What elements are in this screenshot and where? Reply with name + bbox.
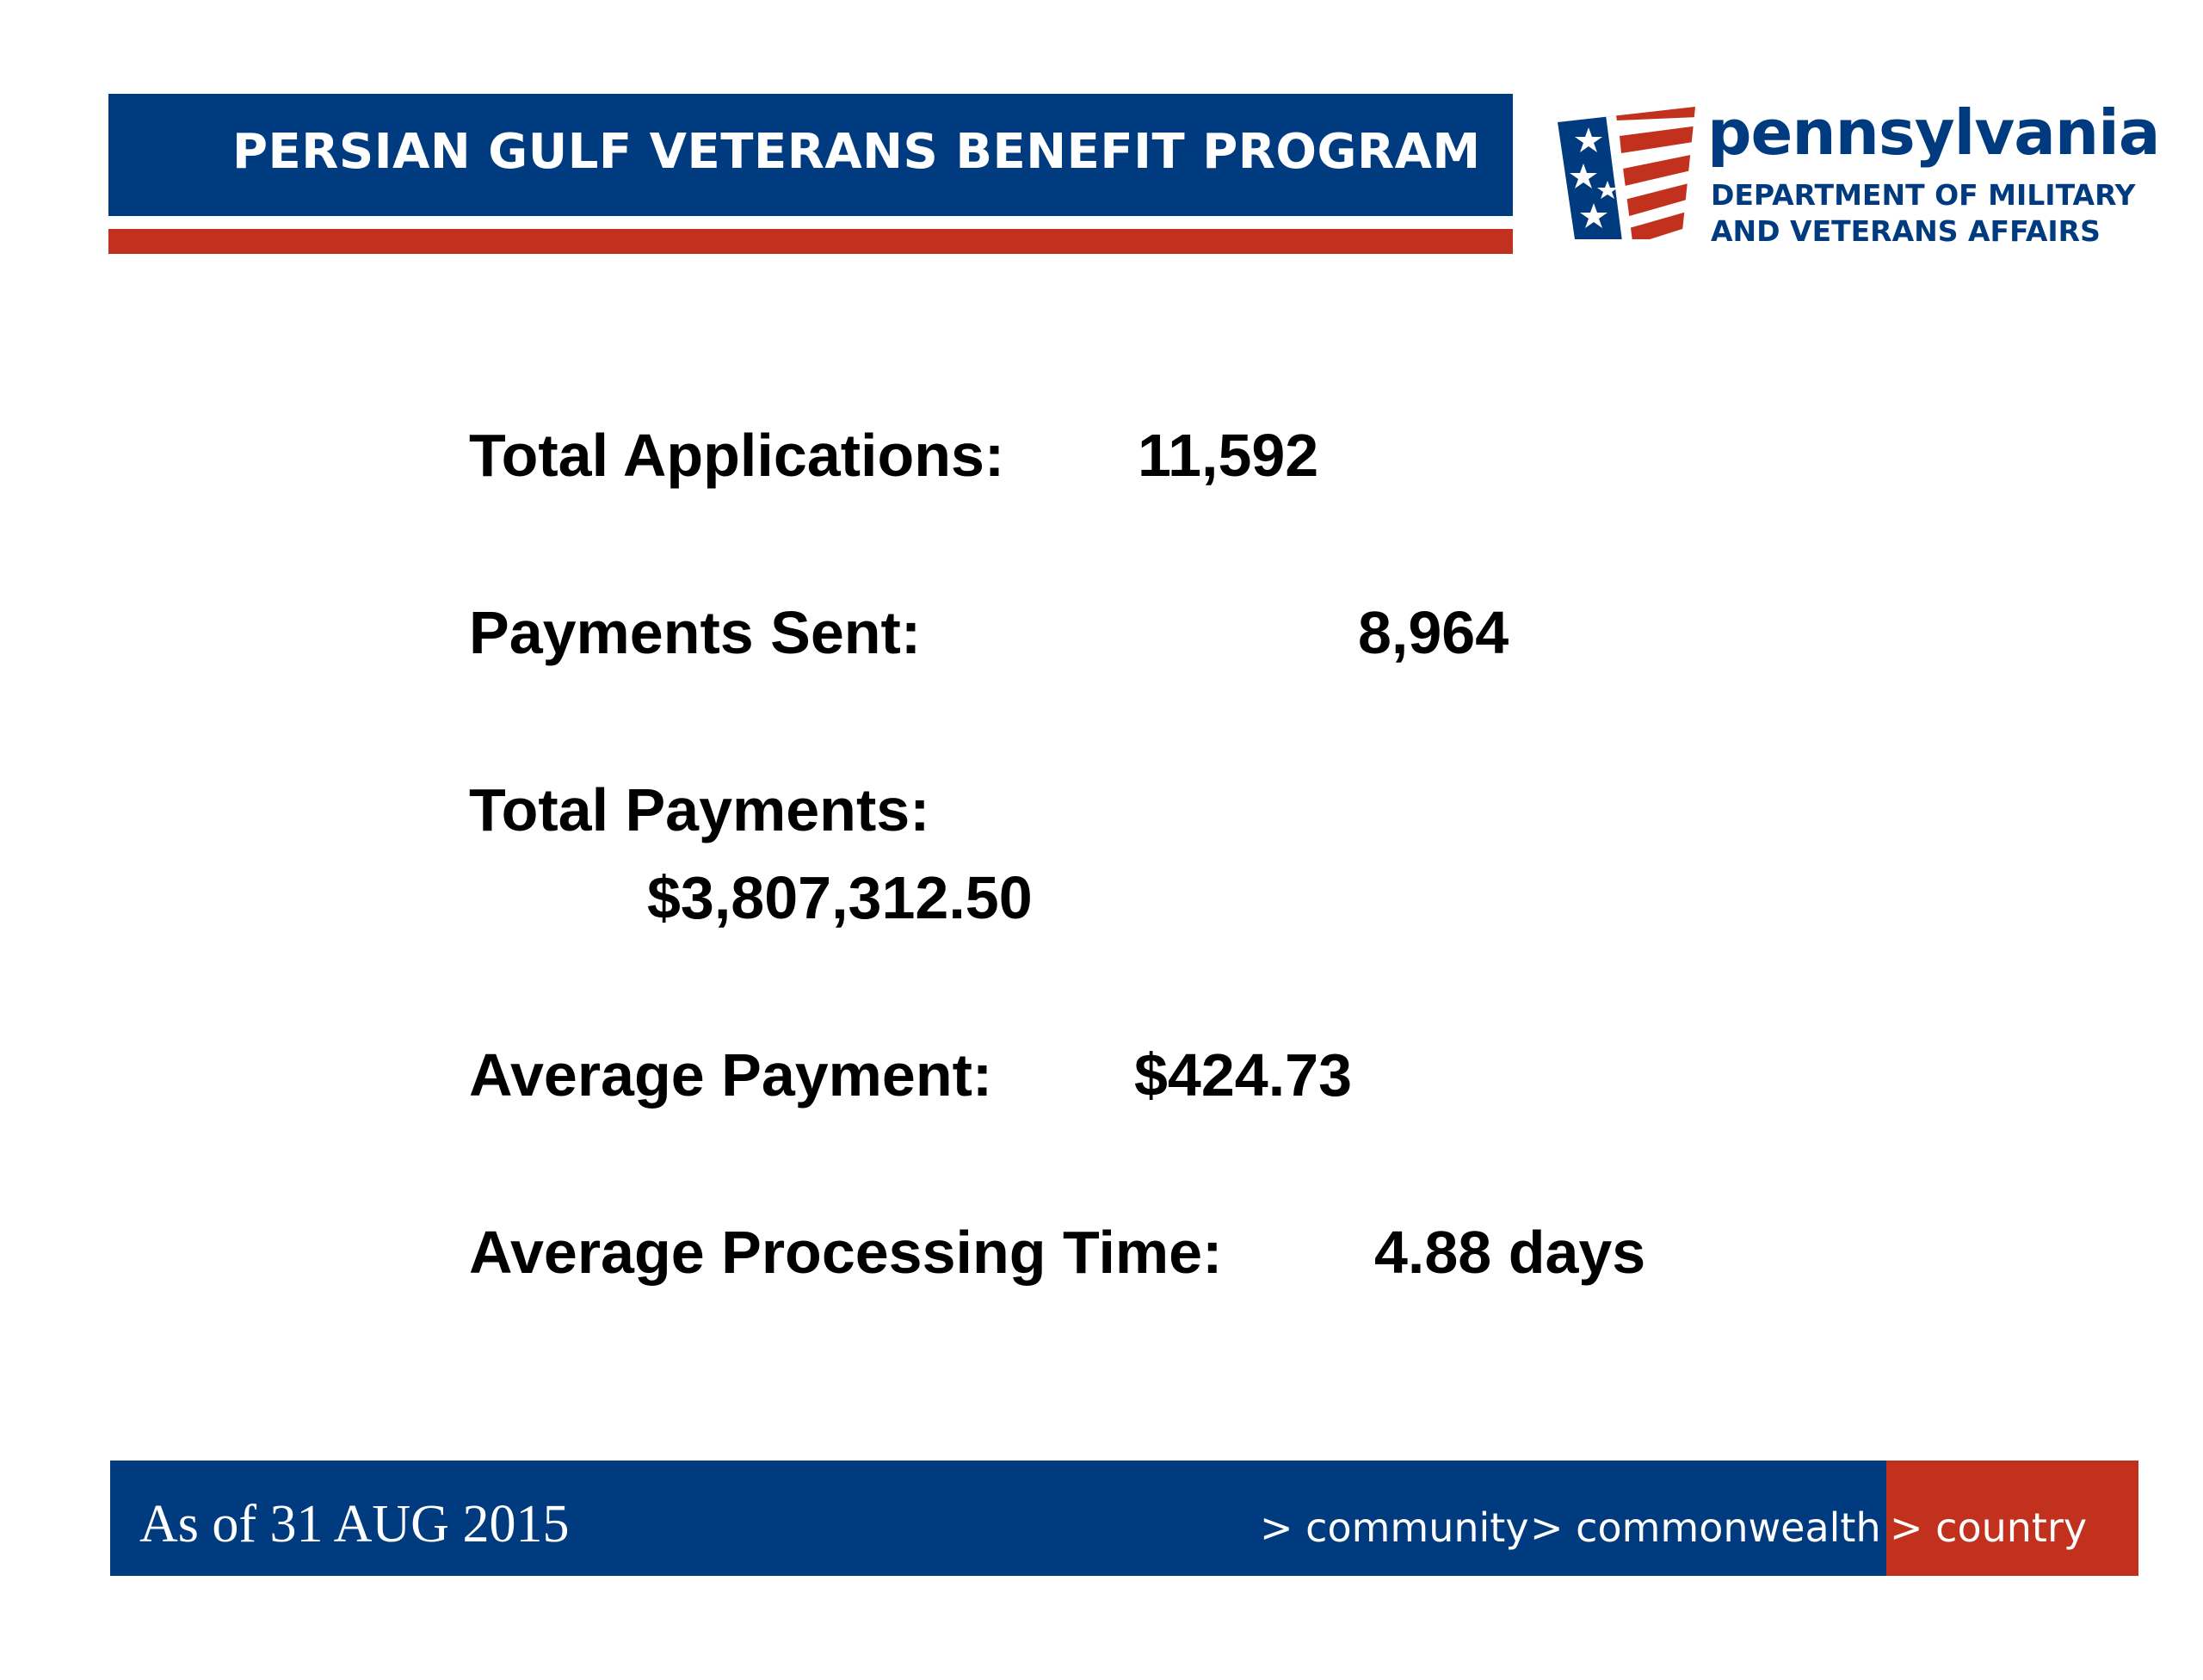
total-applications-value: 11,592 [1138,422,1319,489]
tagline-country: > country [1890,1504,2088,1551]
logo-dept-line1: DEPARTMENT OF MILITARY [1711,178,2136,212]
total-payments-value: $3,807,312.50 [647,864,1033,931]
average-payment-label: Average Payment: [469,1041,993,1109]
average-payment-value: $424.73 [1134,1041,1353,1109]
payments-sent-label: Payments Sent: [469,599,922,666]
logo-dept-line2: AND VETERANS AFFAIRS [1711,214,2101,248]
tagline-community: > community [1260,1504,1529,1551]
total-payments-label: Total Payments: [469,776,930,843]
page-title: PERSIAN GULF VETERANS BENEFIT PROGRAM [232,124,1481,180]
payments-sent-value: 8,964 [1358,599,1509,666]
average-processing-time-value: 4.88 days [1374,1219,1646,1286]
total-applications-label: Total Applications: [469,422,1005,489]
tagline-commonwealth: > commonwealth [1530,1504,1881,1551]
logo-brand-text: pennsylvania [1707,96,2160,169]
average-processing-time-label: Average Processing Time: [469,1219,1223,1286]
as-of-date: As of 31 AUG 2015 [139,1495,570,1553]
